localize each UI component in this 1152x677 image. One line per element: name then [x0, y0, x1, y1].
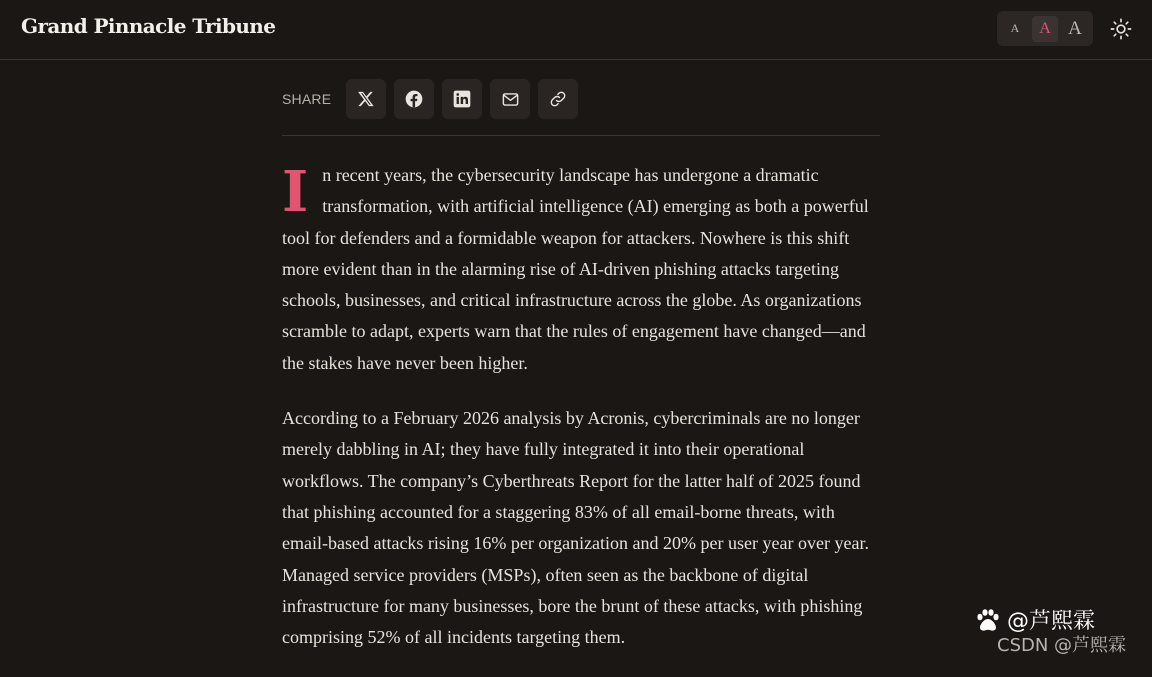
watermark-handle-text: @芦熙霖	[1007, 609, 1096, 634]
paragraph-text: n recent years, the cybersecurity landscape has undergone a dramatic transformation, with artificial intelligence (AI) emerging as both a powerful tool for defenders and a formidable weapon for attackers. Nowhere is this shift more evident than in the alarming rise of AI-driven phishing attacks targeting schools, businesses, and critical infrastructure across the globe. As organizations scramble to adapt, experts warn that the rules of engagement have changed—and the stakes have never been higher.	[282, 165, 869, 373]
site-brand[interactable]: Grand Pinnacle Tribune	[21, 14, 276, 38]
share-email-button[interactable]	[490, 79, 530, 119]
theme-toggle-button[interactable]	[1108, 16, 1134, 42]
top-bar	[0, 0, 1152, 60]
linkedin-icon	[452, 89, 472, 109]
paw-logo-icon	[975, 608, 1001, 632]
copy-link-icon	[549, 90, 567, 108]
facebook-icon	[404, 89, 424, 109]
drop-cap: I	[282, 159, 309, 225]
font-size-large-button[interactable]: A	[1068, 17, 1082, 39]
share-facebook-button[interactable]	[394, 79, 434, 119]
article-paragraph: According to a February 2026 analysis by Acronis, cybercriminals are no longer merely dabbling in AI; they have fully integrated it into their operational workflows. The company’s Cyberthreats Report for the latter half of 2025 found that phishing accounted for a staggering 83% of all email-borne threats, with email-based attacks rising 16% per organization and 20% per user year over year. Managed service providers (MSPs), often seen as the backbone of digital infrastructure for many businesses, bore the brunt of these attacks, with phishing comprising 52% of all incidents targeting them.	[282, 408, 869, 648]
font-size-medium-button[interactable]: A	[1032, 16, 1058, 42]
font-size-small-button[interactable]: A	[1010, 21, 1020, 35]
share-copy-link-button[interactable]	[538, 79, 578, 119]
article-paragraph	[282, 160, 882, 379]
share-bar	[282, 79, 586, 119]
watermark-sub: CSDN @芦熙霖	[997, 635, 1127, 656]
share-divider	[282, 135, 880, 136]
font-size-selector	[997, 11, 1093, 46]
share-label: SHARE	[282, 91, 332, 107]
sun-icon	[1110, 18, 1132, 40]
article-body	[282, 160, 882, 677]
email-icon	[501, 90, 520, 109]
share-x-button[interactable]	[346, 79, 386, 119]
x-twitter-icon	[357, 90, 375, 108]
share-linkedin-button[interactable]	[442, 79, 482, 119]
